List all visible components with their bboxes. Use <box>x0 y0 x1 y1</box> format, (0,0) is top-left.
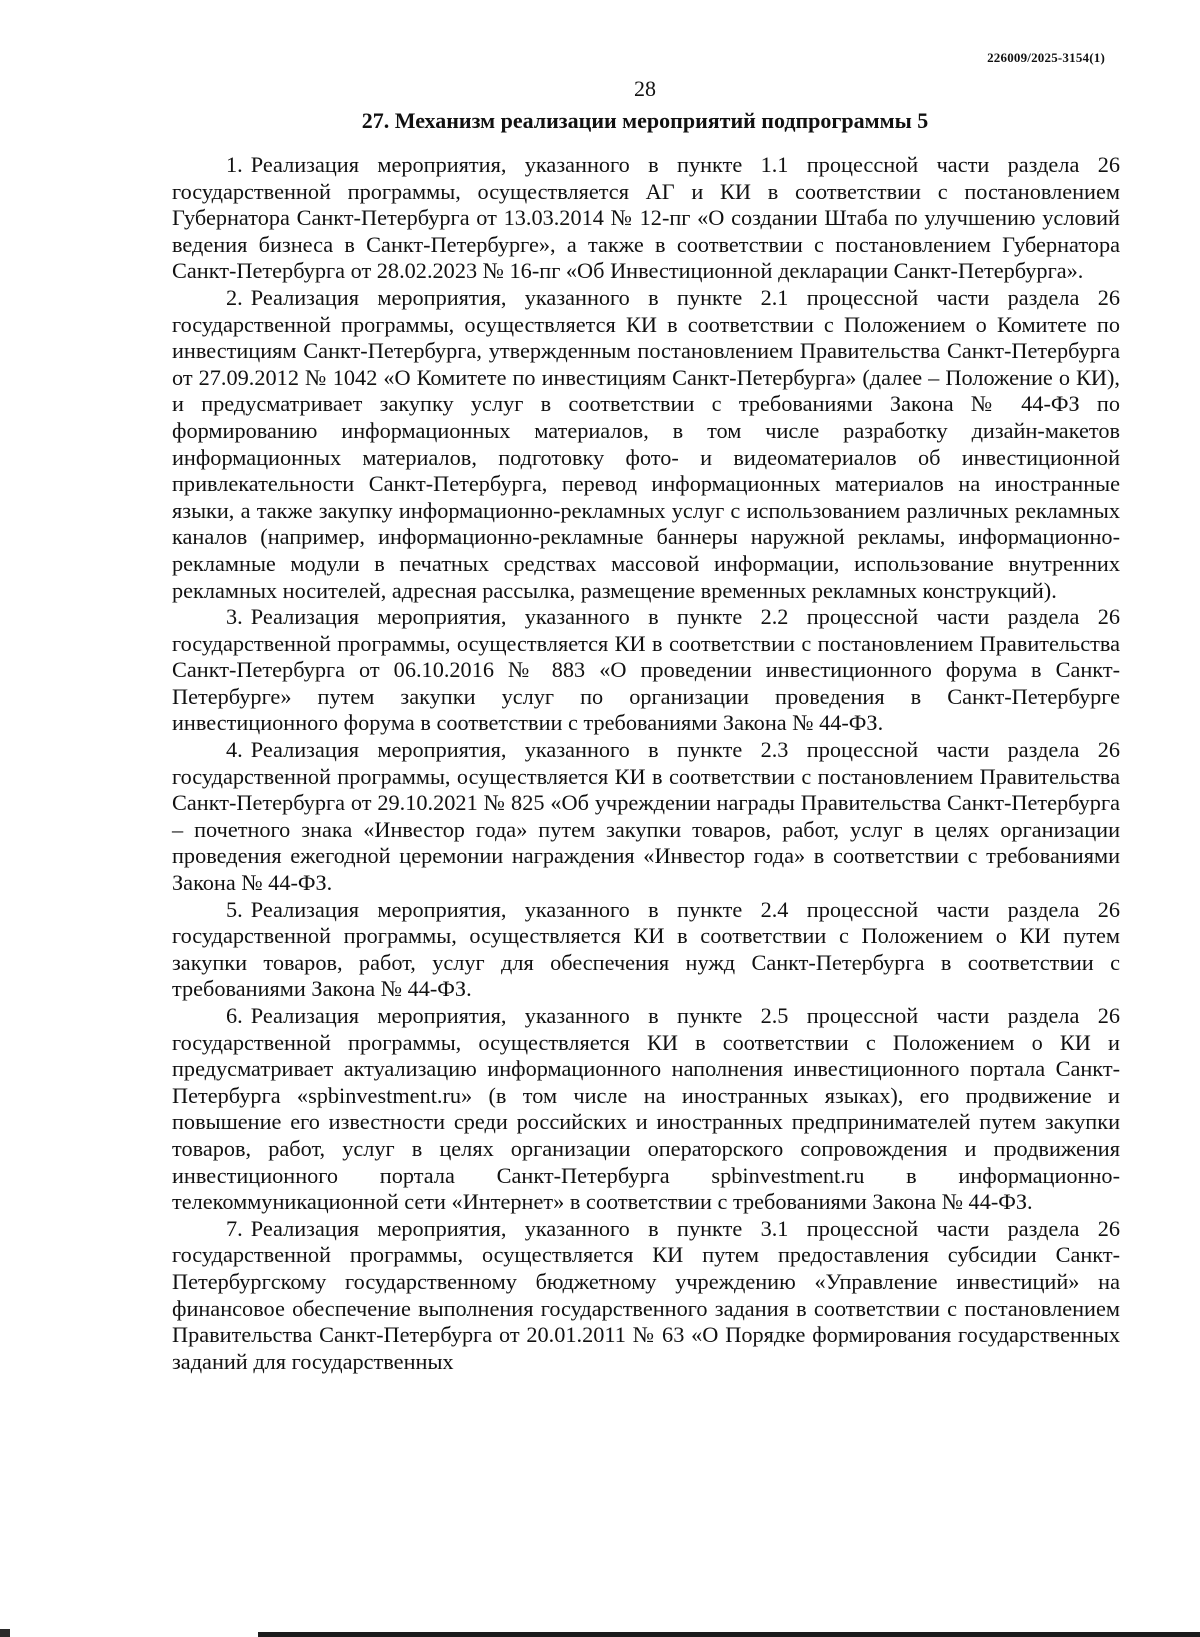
paragraph-text: Реализация мероприятия, указанного в пункте 2.4 процессной части раздела 26 государственной программы, осуществляется КИ в соответствии с Положением о КИ путем закупки товаров, работ, услуг для обеспечения нужд Санкт-Петербурга в соответствии с требованиями Закона № 44-ФЗ. <box>172 896 1120 1002</box>
paragraph-number: 3. <box>226 604 243 630</box>
section-title: 27. Механизм реализации мероприятий подпрограммы 5 <box>361 108 929 133</box>
paragraph-text: Реализация мероприятия, указанного в пункте 2.5 процессной части раздела 26 государственной программы, осуществляется КИ в соответствии с Положением о КИ и предусматривает актуализацию информационного наполнения инвестиционного портала Санкт-Петербурга «spbinvestment.ru» (в том числе на иностранных языках), его продвижение и повышение его известности среди российских и иностранных предпринимателей путем закупки товаров, работ, услуг в целях организации операторского сопровождения и продвижения инвестиционного портала Санкт-Петербурга spbinvestment.ru в информационно-телекоммуникационной сети «Интернет» в соответствии с требованиями Закона № 44-ФЗ. <box>172 1003 1120 1215</box>
paragraph-number: 1. <box>226 152 243 177</box>
document-body <box>172 152 1120 1375</box>
paragraph-1 <box>172 152 1120 285</box>
paragraph-text: Реализация мероприятия, указанного в пункте 2.2 процессной части раздела 26 государственной программы, осуществляется КИ в соответствии с постановлением Правительства Санкт-Петербурга от 06.10.2016 № 883 «О проведении инвестиционного форума в Санкт-Петербурге» путем закупки услуг по организации проведения в Санкт-Петербурге инвестиционного форума в соответствии с требованиями Закона № 44-ФЗ. <box>172 604 1120 736</box>
paragraph-3 <box>172 604 1120 737</box>
scan-bottom-edge <box>258 1632 1200 1637</box>
paragraph-text: Реализация мероприятия, указанного в пункте 1.1 процессной части раздела 26 государственной программы, осуществляется АГ и КИ в соответствии с постановлением Губернатора Санкт-Петербурга от 13.03.2014 № 12-пг «О создании Штаба по улучшению условий ведения бизнеса в Санкт-Петербурге», а также в соответствии с постановлением Губернатора Санкт-Петербурга от 28.02.2023 № 16-пг «Об Инвестиционной декларации Санкт-Петербурга». <box>172 152 1120 284</box>
paragraph-number: 4. <box>226 737 243 763</box>
paragraph-7 <box>172 1216 1120 1376</box>
paragraph-text: Реализация мероприятия, указанного в пункте 3.1 процессной части раздела 26 государственной программы, осуществляется КИ путем предоставления субсидии Санкт-Петербургскому государственному бюджетному учреждению «Управление инвестиций» на финансовое обеспечение выполнения государственного задания в соответствии с постановлением Правительства Санкт-Петербурга от 20.01.2011 № 63 «О Порядке формирования государственных заданий для государственных <box>172 1215 1120 1374</box>
paragraph-number: 7. <box>226 1215 243 1241</box>
paragraph-number: 2. <box>226 284 243 310</box>
document-registration-number: 226009/2025-3154(1) <box>987 50 1105 65</box>
page-number: 28 <box>634 76 656 101</box>
paragraph-number: 5. <box>226 896 243 922</box>
scan-corner-mark <box>0 1629 10 1637</box>
paragraph-text: Реализация мероприятия, указанного в пункте 2.3 процессной части раздела 26 государственной программы, осуществляется КИ в соответствии с постановлением Правительства Санкт-Петербурга от 29.10.2021 № 825 «Об учреждении награды Правительства Санкт-Петербурга – почетного знака «Инвестор года» путем закупки товаров, работ, услуг в целях организации проведения ежегодной церемонии награждения «Инвестор года» в соответствии с требованиями Закона № 44-ФЗ. <box>172 737 1120 896</box>
paragraph-6 <box>172 1003 1120 1216</box>
paragraph-number: 6. <box>226 1003 243 1028</box>
paragraph-4 <box>172 737 1120 897</box>
paragraph-text: Реализация мероприятия, указанного в пункте 2.1 процессной части раздела 26 государственной программы, осуществляется КИ в соответствии с Положением о Комитете по инвестициям Санкт-Петербурга, утвержденным постановлением Правительства Санкт-Петербурга от 27.09.2012 № 1042 «О Комитете по инвестициям Санкт-Петербурга» (далее – Положение о КИ), и предусматривает закупку услуг в соответствии с требованиями Закона № 44-ФЗ по формированию информационных материалов, в том числе разработку дизайн-макетов информационных материалов, подготовку фото- и видеоматериалов об инвестиционной привлекательности Санкт-Петербурга, перевод информационных материалов на иностранные языки, а также закупку информационно-рекламных услуг с использованием различных рекламных каналов (например, информационно-рекламные баннеры наружной рекламы, информационно-рекламные модули в печатных средствах массовой информации, использование внутренних рекламных носителей, адресная рассылка, размещение временных рекламных конструкций). <box>172 284 1120 603</box>
paragraph-5 <box>172 897 1120 1003</box>
paragraph-2 <box>172 285 1120 604</box>
